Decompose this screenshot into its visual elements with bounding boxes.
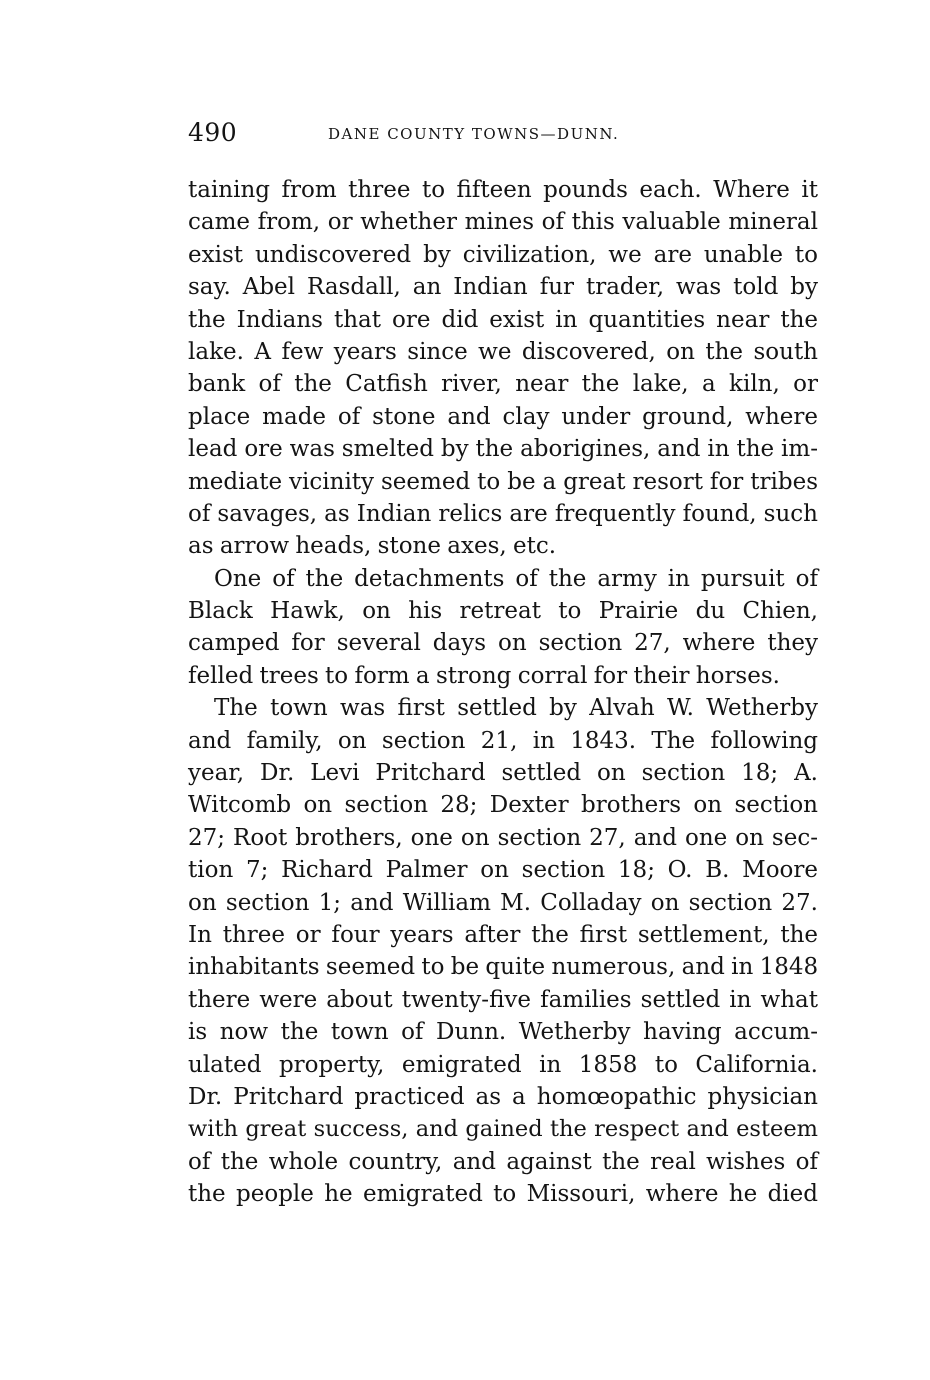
paragraph [188,174,818,563]
text-line: of the whole country, and against the real wishes of [188,1148,818,1175]
text-line: tion 7; Richard Palmer on section 18; O. B. Moore [188,857,818,884]
text-line: mediate vicinity seemed to be a great resort for tribes [188,468,818,495]
text-line: The town was first settled by Alvah W. Wetherby [214,695,818,722]
text-line: 27; Root brothers, one on section 27, and one on sec- [188,824,818,851]
text-line: came from, or whether mines of this valuable mineral [188,209,818,236]
text-line: Witcomb on section 28; Dexter brothers on section [188,792,818,819]
text-line: camped for several days on section 27, where they [188,630,818,657]
text-line: there were about twenty-five families settled in what [188,986,818,1013]
paragraph [188,563,818,693]
text-line: Dr. Pritchard practiced as a homœopathic physician [188,1083,818,1110]
text-line: Black Hawk, on his retreat to Prairie du Chien, [188,598,818,625]
text-line: of savages, as Indian relics are frequently found, such [188,500,818,527]
text-line: as arrow heads, stone axes, etc. [188,533,557,560]
text-line: ulated property, emigrated in 1858 to California. [188,1051,818,1078]
text-line: bank of the Catfish river, near the lake, a kiln, or [188,371,818,398]
body-text [188,174,818,1211]
text-line: and family, on section 21, in 1843. The following [188,727,818,754]
page-number: 490 [188,118,238,147]
text-line: the Indians that ore did exist in quantities near the [188,306,818,333]
text-line: One of the detachments of the army in pursuit of [214,565,818,592]
text-line: with great success, and gained the respect and esteem [188,1116,818,1143]
page-header [188,118,820,148]
text-line: on section 1; and William M. Colladay on section 27. [188,889,818,916]
text-line: taining from three to fifteen pounds each. Where it [188,177,818,203]
text-line: felled trees to form a strong corral for their horses. [188,662,780,689]
text-line: is now the town of Dunn. Wetherby having accum- [188,1019,818,1046]
text-line: say. Abel Rasdall, an Indian fur trader, was told by [188,274,818,301]
text-line: year, Dr. Levi Pritchard settled on section 18; A. [188,760,818,787]
text-line: exist undiscovered by civilization, we are unable to [188,241,818,268]
running-head: DANE COUNTY TOWNS—DUNN. [328,125,620,143]
text-line: lake. A few years since we discovered, on the south [188,338,818,365]
text-line: lead ore was smelted by the aborigines, and in the im- [188,436,818,463]
text-line: inhabitants seemed to be quite numerous, and in 1848 [188,954,819,981]
text-line: place made of stone and clay under ground, where [188,403,818,430]
text-line: In three or four years after the first settlement, the [188,921,818,948]
paragraph [188,692,818,1210]
text-line: the people he emigrated to Missouri, where he died [188,1181,818,1208]
